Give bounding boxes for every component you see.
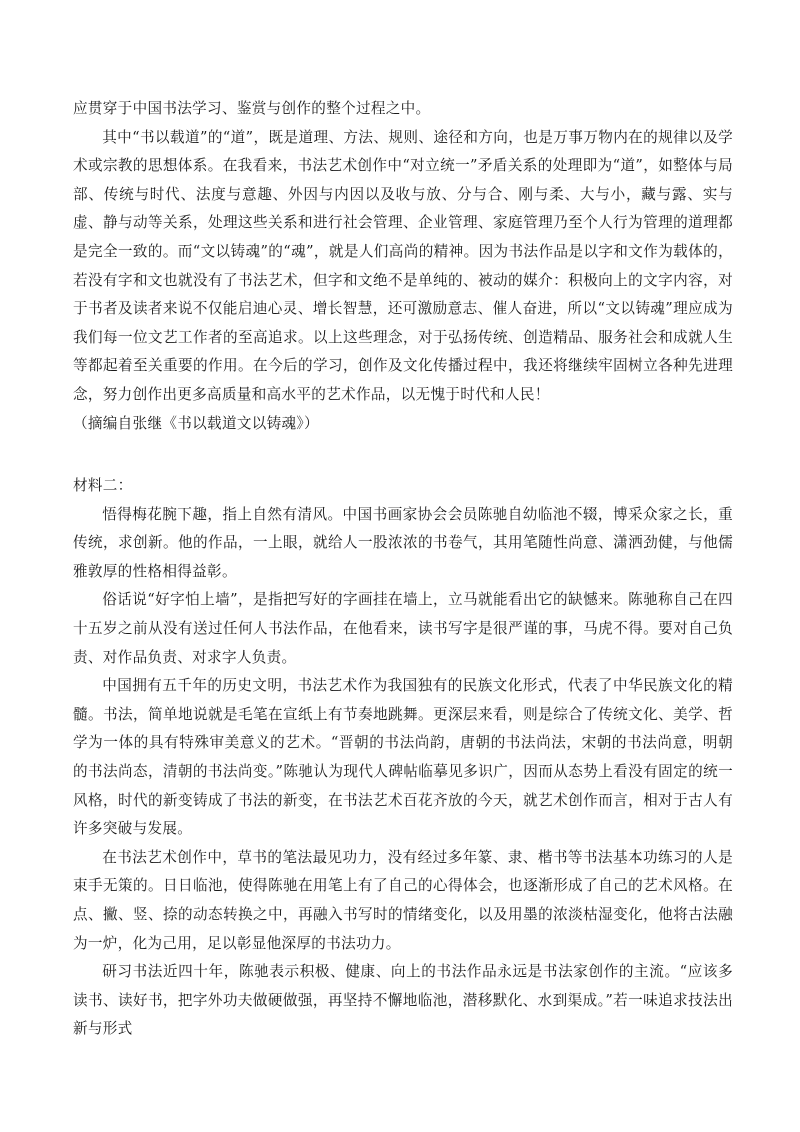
paragraph-dao-soul: 其中“书以载道”的“道”，既是道理、方法、规则、途径和方向，也是万事万物内在的规律以及学术或宗教的思想体系。在我看来，书法艺术创作中“对立统一”矛盾关系的处理即为“道”，如整体与局部、传统与时代、法度与意趣、外因与内因以及收与放、分与合、刚与柔、大与小，藏与露、实与虚、静与动等关系，处理这些关系和进行社会管理、企业管理、家庭管理乃至个人行为管理的道理都是完全一致的。而“文以铸魂”的“魂”，就是人们高尚的精神。因为书法作品是以字和文作为载体的，若没有字和文也就没有了书法艺术，但字和文绝不是单纯的、被动的媒介：积极向上的文字内容，对于书者及读者来说不仅能启迪心灵、增长智慧，还可激励意志、催人奋进，所以“文以铸魂”理应成为我们每一位文艺工作者的至高追求。以上这些理念，对于弘扬传统、创造精品、服务社会和成就人生等都起着至关重要的作用。在今后的学习，创作及文化传播过程中，我还将继续牢固树立各种先进理念，努力创作出更多高质量和高水平的艺术作品，以无愧于时代和人民！ xyxy=(73,128,733,403)
paragraph-forty-years: 研习书法近四十年，陈驰表示积极、健康、向上的书法作品永远是书法家创作的主流。“应该多读书、读好书，把字外功夫做硬做强，再坚持不懈地临池，潜移默化、水到渠成。”若一味追求技法出新与形式 xyxy=(73,963,733,1038)
paragraph-continuation: 应贯穿于中国书法学习、鉴赏与创作的整个过程之中。 xyxy=(73,100,431,117)
paragraph-cursive-script: 在书法艺术创作中，草书的笔法最见功力，没有经过多年篆、隶、楷书等书法基本功练习的人是束手无策的。日日临池，使得陈驰在用笔上有了自己的心得体会，也逐渐形成了自己的艺术风格。在点、撇、竖、捺的动态转换之中，再融入书写时的情绪变化，以及用墨的浓淡枯湿变化，他将古法融为一炉，化为己用，足以彰显他深厚的书法功力。 xyxy=(73,848,733,952)
paragraph-plum-blossom: 悟得梅花腕下趣，指上自然有清风。中国书画家协会会员陈驰自幼临池不辍，博采众家之长，重传统，求创新。他的作品，一上眼，就给人一股浓浓的书卷气，其用笔随性尚意、潇洒劲健，与他儒雅敦厚的性格相得益彰。 xyxy=(73,505,733,580)
part1-text xyxy=(73,95,733,438)
material-two-heading: 材料二： xyxy=(73,477,133,494)
part2-text xyxy=(73,472,733,1044)
paragraph-five-thousand-years: 中国拥有五千年的历史文明，书法艺术作为我国独有的民族文化形式，代表了中华民族文化的精髓。书法，简单地说就是毛笔在宣纸上有节奏地跳舞。更深层来看，则是综合了传统文化、美学、哲学为一体的具有特殊审美意义的艺术。“晋朝的书法尚韵，唐朝的书法尚法，宋朝的书法尚意，明朝的书法尚态，清朝的书法尚变。”陈驰认为现代人碑帖临摹见多识广，因而从态势上看没有固定的统一风格，时代的新变铸成了书法的新变，在书法艺术百花齐放的今天，就艺术创作而言，相对于古人有许多突破与发展。 xyxy=(73,677,733,838)
paragraph-good-calligraphy: 俗话说“好字怕上墙”，是指把写好的字画挂在墙上，立马就能看出它的缺憾来。陈驰称自己在四十五岁之前从没有送过任何人书法作品，在他看来，读书写字是很严谨的事，马虎不得。要对自己负责、对作品负责、对求字人负责。 xyxy=(73,591,733,666)
source-citation: （摘编自张继《书以载道文以铸魂》） xyxy=(73,414,319,432)
